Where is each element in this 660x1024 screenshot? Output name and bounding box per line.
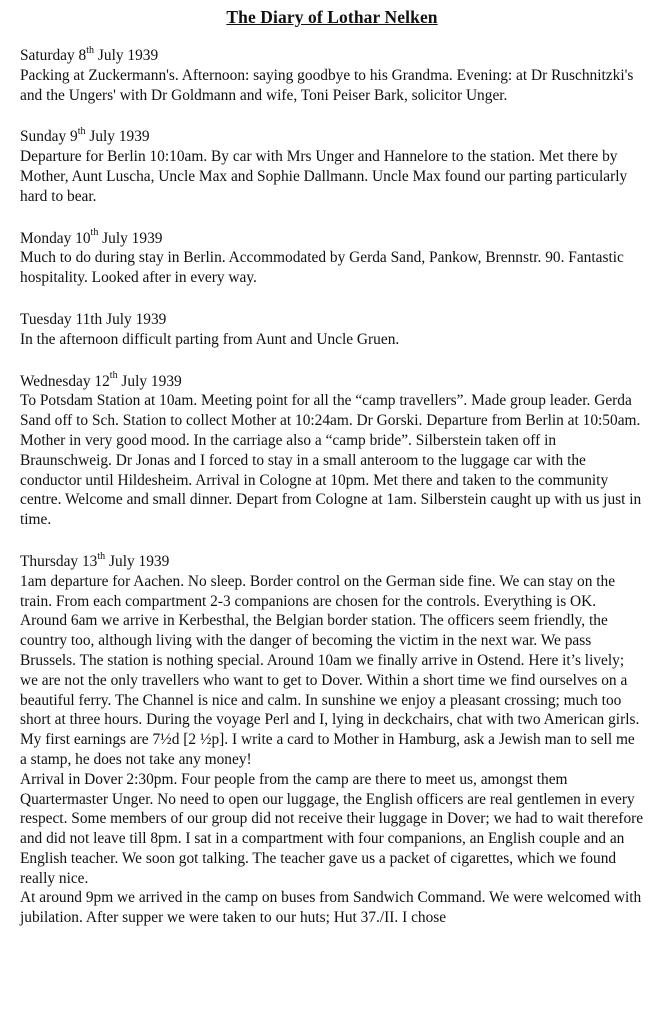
diary-entry [20,46,644,105]
entry-date: Saturday 8th July 1939 [20,44,159,64]
entry-text: 1am departure for Aachen. No sleep. Border control on the German side fine. We can stay on the train. From each compartment 2-3 companions are chosen for the controls. Everything is OK. Around 6am we arrive in Kerbesthal, the Belgian border station. The officers seem friendly, the country too, although living with the danger of becoming the victim in the next war. We pass Brussels. The station is nothing special. Around 10am we finally arrive in Ostend. Here it’s lively; we are not the only travellers who want to get to Dover. Within a short time we find ourselves on a beautiful ferry. The Channel is nice and calm. In sunshine we enjoy a pleasant crossing; much too short at three hours. During the voyage Perl and I, lying in deckchairs, chat with two American girls. My first earnings are 7½d [2 ½p]. I write a card to Mother in Hamburg, ask a Jewish man to sell me a stamp, he does not take any money! [20,572,640,768]
entry-date: Sunday 9th July 1939 [20,126,150,146]
diary-entry [20,310,644,350]
entry-text: Much to do during stay in Berlin. Accommodated by Gerda Sand, Pankow, Brennstr. 90. Fantastic hospitality. Looked after in every way. [20,249,624,287]
entry-text: Packing at Zuckermann's. Afternoon: saying goodbye to his Grandma. Evening: at Dr Ruschnitzki's and the Ungers' with Dr Goldmann and wife, Toni Peiser Bark, solicitor Unger. [20,66,634,104]
diary-entry [20,229,644,288]
entry-date: Wednesday 12th July 1939 [20,370,182,390]
diary-entry [20,372,644,530]
document-title: The Diary of Lothar Nelken [226,7,438,27]
entry-text: Arrival in Dover 2:30pm. Four people from the camp are there to meet us, amongst them Quartermaster Unger. No need to open our luggage, the English officers are real gentlemen in every respect. Some members of our group did not receive their luggage in Dover; we had to wait therefore and did not leave till 8pm. I sat in a compartment with four companions, an English couple and an English teacher. We soon got talking. The teacher gave us a packet of cigarettes, which we found really nice. [20,770,644,887]
entry-date: Tuesday 11th July 1939 [20,310,167,328]
entry-text: To Potsdam Station at 10am. Meeting point for all the “camp travellers”. Made group leader. Gerda Sand off to Sch. Station to collect Mother at 10:24am. Dr Gorski. Departure from Berlin at 10:50am. Mother in very good mood. In the carriage also a “camp bride”. Silberstein taken off in Braunschweig. Dr Jonas and I forced to stay in a small anteroom to the luggage car with the conductor until Hildesheim. Arrival in Cologne at 10pm. Met there and taken to the community centre. Welcome and small dinner. Depart from Cologne at 1am. Silberstein caught up with us just in time. [20,392,642,529]
diary-entry [20,127,644,206]
entry-date: Thursday 13th July 1939 [20,550,170,570]
entry-date: Monday 10th July 1939 [20,227,163,247]
entry-text: At around 9pm we arrived in the camp on buses from Sandwich Command. We were welcomed with jubilation. After supper we were taken to our huts; Hut 37./II. I chose [20,889,642,927]
diary-entry [20,552,644,928]
entry-text: Departure for Berlin 10:10am. By car with Mrs Unger and Hannelore to the station. Met there by Mother, Aunt Luscha, Uncle Max and Sophie Dallmann. Uncle Max found our parting particularly hard to bear. [20,148,628,205]
entry-text: In the afternoon difficult parting from Aunt and Uncle Gruen. [20,330,400,348]
